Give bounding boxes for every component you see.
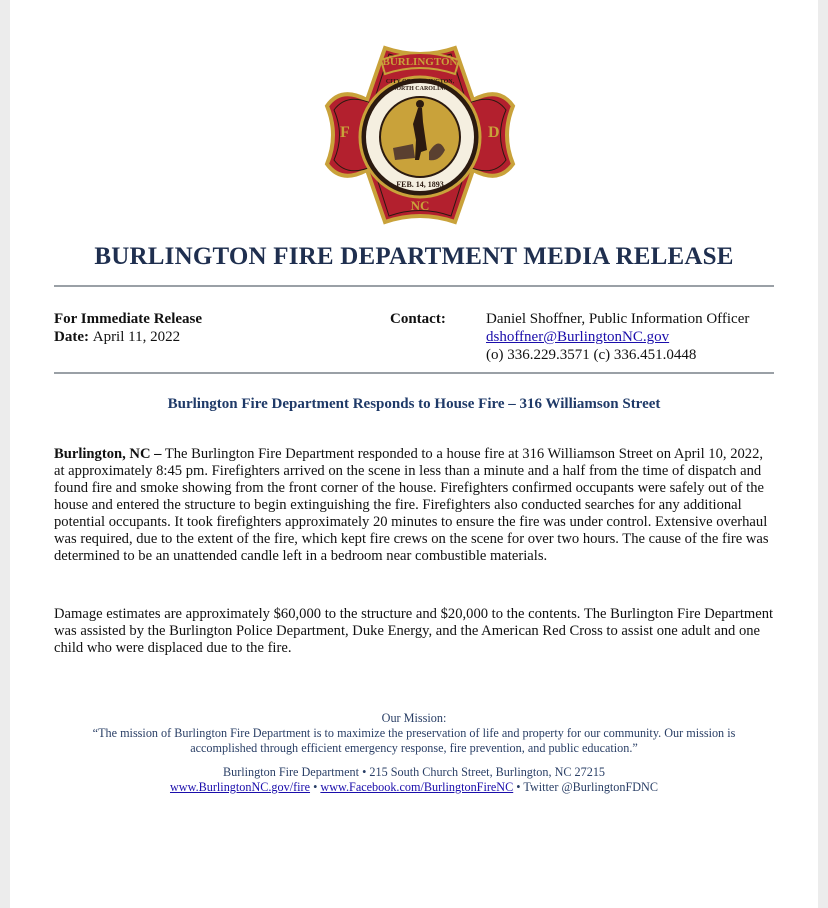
divider-top <box>54 285 774 287</box>
footer-separator-1: • <box>310 780 321 794</box>
dateline: Burlington, NC – <box>54 446 162 462</box>
footer-address: Burlington Fire Department • 215 South Church Street, Burlington, NC 27215 <box>222 765 606 779</box>
page-title: BURLINGTON FIRE DEPARTMENT MEDIA RELEASE <box>94 243 734 270</box>
logo-top-text: BURLINGTON <box>382 56 458 68</box>
contact-name: Daniel Shoffner, Public Information Officer <box>486 311 750 327</box>
headline: Burlington Fire Department Responds to House Fire – 316 Williamson Street <box>167 396 661 412</box>
mission-line-2: accomplished through efficient emergency response, fire prevention, and public education.” <box>190 741 638 755</box>
footer-separator-2: • <box>513 780 524 794</box>
mission-statement <box>40 711 788 756</box>
logo-bottom-text: NC <box>410 198 430 213</box>
logo-seal-date: FEB. 14, 1893 <box>396 180 444 189</box>
footer <box>10 765 818 795</box>
mission-heading: Our Mission: <box>381 711 447 725</box>
contact-email-link[interactable]: dshoffner@BurlingtonNC.gov <box>486 329 670 345</box>
date-value: April 11, 2022 <box>92 329 181 345</box>
contact-label: Contact: <box>390 311 446 327</box>
date-label: Date: <box>54 329 89 345</box>
contact-phone: (o) 336.229.3571 (c) 336.451.0448 <box>486 347 697 363</box>
body-paragraph-1 <box>54 446 776 565</box>
media-release-page <box>10 0 818 908</box>
mission-line-1: “The mission of Burlington Fire Department is to maximize the preservation of life and property for our community. Our mission is <box>92 726 736 740</box>
logo-seal-text: CITY OF BURLINGTON, NORTH CAROLINA <box>385 79 455 92</box>
release-info <box>54 310 202 346</box>
paragraph-1-text: The Burlington Fire Department responded to a house fire at 316 Williamson Street on April 10, 2022, at approximately 8:45 pm. Firefighters arrived on the scene in less than a minute and a half from the time of dispatch and found fire and smoke showing from the front corner of the house. Firefighters confirmed occupants were safely out of the house and entered the structure to begin extinguishing the fire. Firefighters also conducted searches for any additional potential occupants. It took firefighters approximately 20 minutes to ensure the fire was under control. Extensive overhaul was required, due to the extent of the fire, which kept fire crews on the scene for over two hours. The cause of the fire was determined to be an unattended candle left in a bedroom near combustible materials. <box>54 446 769 564</box>
logo-letter-d: D <box>488 124 500 141</box>
twitter-handle: Twitter @BurlingtonFDNC <box>523 780 658 794</box>
body-paragraph-2: Damage estimates are approximately $60,000 to the structure and $20,000 to the contents. The Burlington Fire Department was assisted by the Burlington Police Department, Duke Energy, and the American Red Cross to assist one adult and one child who were displaced due to the fire. <box>54 606 774 656</box>
immediate-release-label: For Immediate Release <box>54 311 203 327</box>
website-link[interactable]: www.BurlingtonNC.gov/fire <box>169 780 311 794</box>
divider-bottom <box>54 372 774 374</box>
contact-info <box>486 310 749 364</box>
facebook-link[interactable]: www.Facebook.com/BurlingtonFireNC <box>320 780 514 794</box>
logo-letter-f: F <box>340 124 350 141</box>
